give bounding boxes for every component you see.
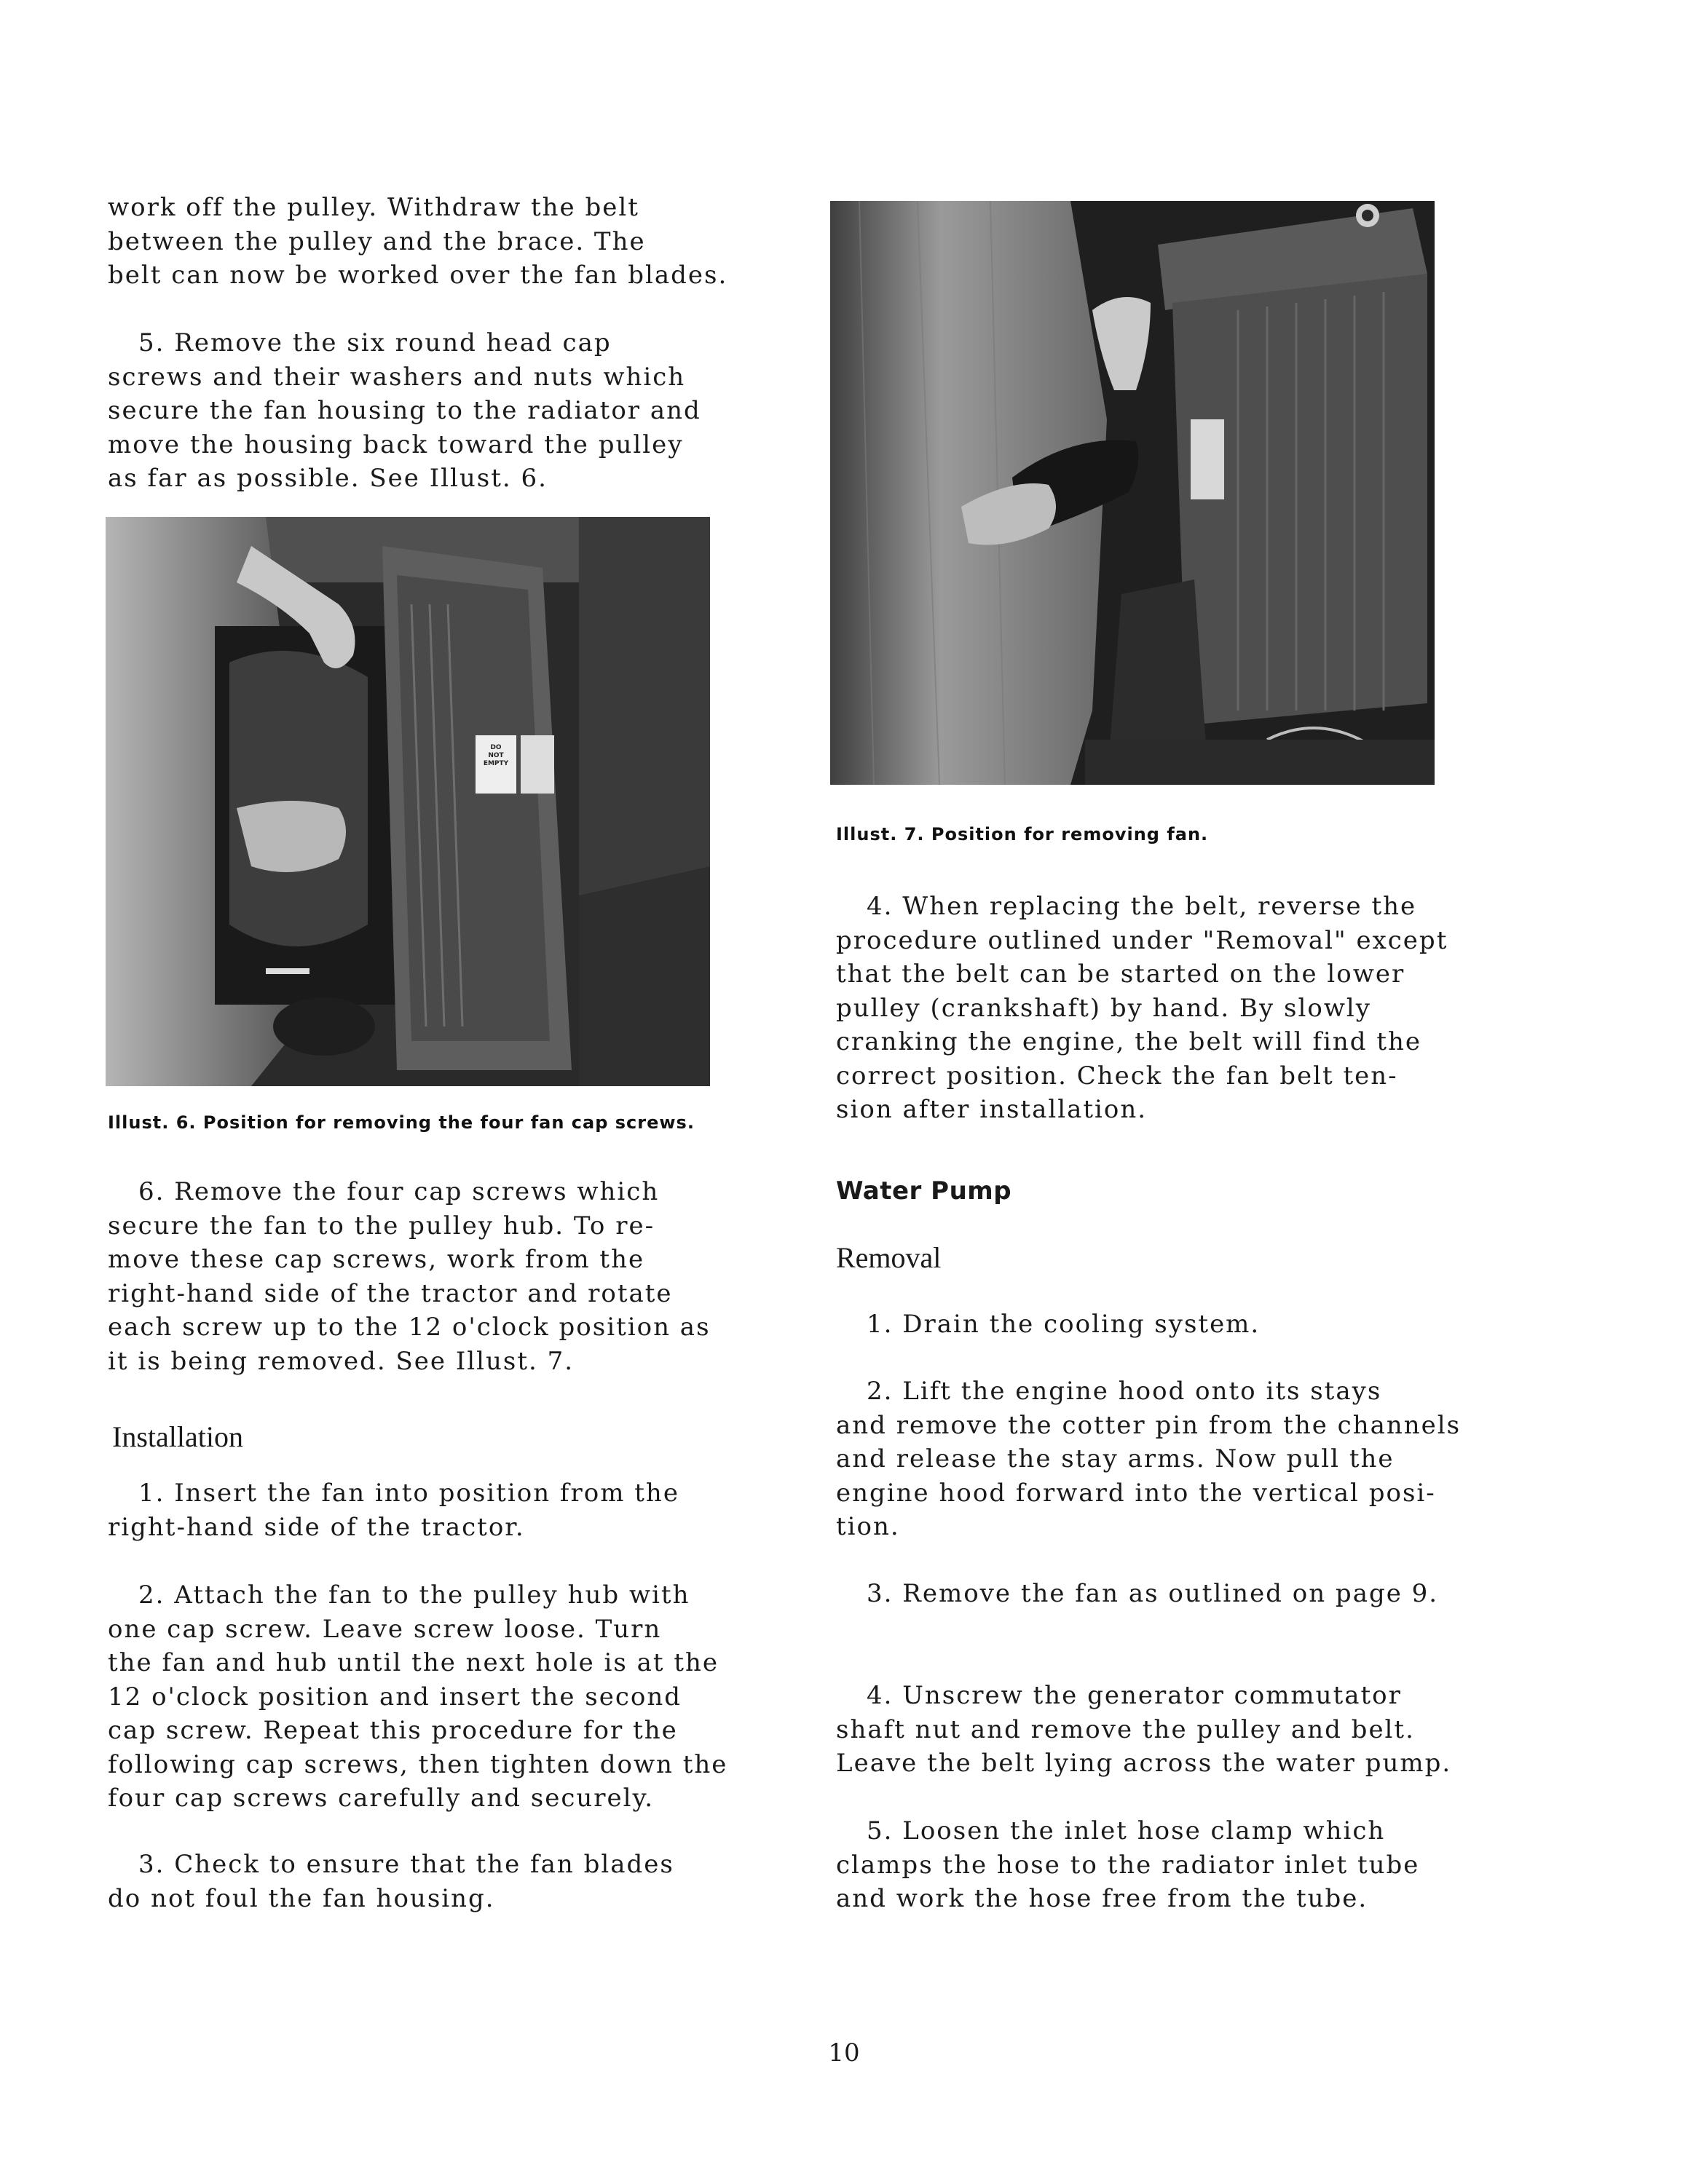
illust6-image xyxy=(106,517,710,1086)
decal-text-line: EMPTY xyxy=(483,760,509,767)
decal-label xyxy=(477,744,515,768)
right-step4-text: 4. When replacing the belt, reverse the procedure outlined under "Removal" except that the belt can be started on the lower pulley (crankshaft) by hand. By slowly cranking the engine, the belt will find the correct position. Check the fan belt ten- sion after installation. xyxy=(836,892,1448,1124)
decal-text-line: NOT xyxy=(488,752,504,759)
water-pump-heading: Water Pump xyxy=(836,1176,1012,1206)
removal-step2-paragraph xyxy=(836,1374,1513,1544)
installation-heading: Installation xyxy=(112,1420,243,1453)
removal-step3-paragraph xyxy=(836,1577,1513,1611)
removal-step5-paragraph xyxy=(836,1814,1513,1916)
install-step1-text: 1. Insert the fan into position from the right-hand side of the tractor. xyxy=(108,1479,679,1542)
install-step1-paragraph xyxy=(108,1476,763,1544)
removal-heading: Removal xyxy=(836,1241,942,1274)
removal-step4-text: 4. Unscrew the generator commutator shaft nut and remove the pulley and belt. Leave the belt lying across the water pump. xyxy=(836,1681,1452,1778)
illust7-image xyxy=(830,201,1435,785)
illust6-photo xyxy=(106,517,710,1086)
removal-step2-text: 2. Lift the engine hood onto its stays and remove the cotter pin from the channels and release the stay arms. Now pull the engine hood forward into the vertical posi- tion. xyxy=(836,1377,1462,1541)
illust7-photo xyxy=(830,201,1435,785)
left-intro-paragraph xyxy=(108,191,763,293)
install-step3-paragraph xyxy=(108,1848,763,1915)
install-step3-text: 3. Check to ensure that the fan blades do not foul the fan housing. xyxy=(108,1850,674,1913)
illust6-caption: Illust. 6. Position for removing the four fan cap screws. xyxy=(108,1112,695,1133)
removal-step4-paragraph xyxy=(836,1679,1513,1781)
removal-step1-text: 1. Drain the cooling system. xyxy=(867,1310,1261,1339)
page-number: 10 xyxy=(828,2038,860,2068)
illust7-caption: Illust. 7. Position for removing fan. xyxy=(836,824,1209,844)
decal-text-line: DO xyxy=(490,744,502,751)
step6-text: 6. Remove the four cap screws which secure the fan to the pulley hub. To re- move these cap screws, work from the right-hand side of the tractor and rotate each screw up to the 12 o'clock position as it is being removed. See Illust. 7. xyxy=(108,1177,711,1376)
removal-step5-text: 5. Loosen the inlet hose clamp which clamps the hose to the radiator inlet tube and work the hose free from the tube. xyxy=(836,1816,1420,1913)
intro-text: work off the pulley. Withdraw the belt between the pulley and the brace. The belt can now be worked over the fan blades. xyxy=(108,193,728,290)
install-step2-paragraph xyxy=(108,1578,763,1816)
step6-paragraph xyxy=(108,1175,763,1378)
removal-step3-text: 3. Remove the fan as outlined on page 9. xyxy=(867,1579,1439,1608)
removal-step1-paragraph xyxy=(836,1307,1513,1342)
install-step2-text: 2. Attach the fan to the pulley hub with one cap screw. Leave screw loose. Turn the fan and hub until the next hole is at the 12 o'clock position and insert the second cap screw. Repeat this procedure for the following cap screws, then tighten down the four cap screws carefully and securely. xyxy=(108,1580,728,1813)
right-step4-paragraph xyxy=(836,890,1513,1127)
step5-text: 5. Remove the six round head cap screws and their washers and nuts which secure the fan housing to the radiator and move the housing back toward the pulley as far as possible. See Illust. 6. xyxy=(108,328,701,493)
step5-paragraph xyxy=(108,326,763,496)
